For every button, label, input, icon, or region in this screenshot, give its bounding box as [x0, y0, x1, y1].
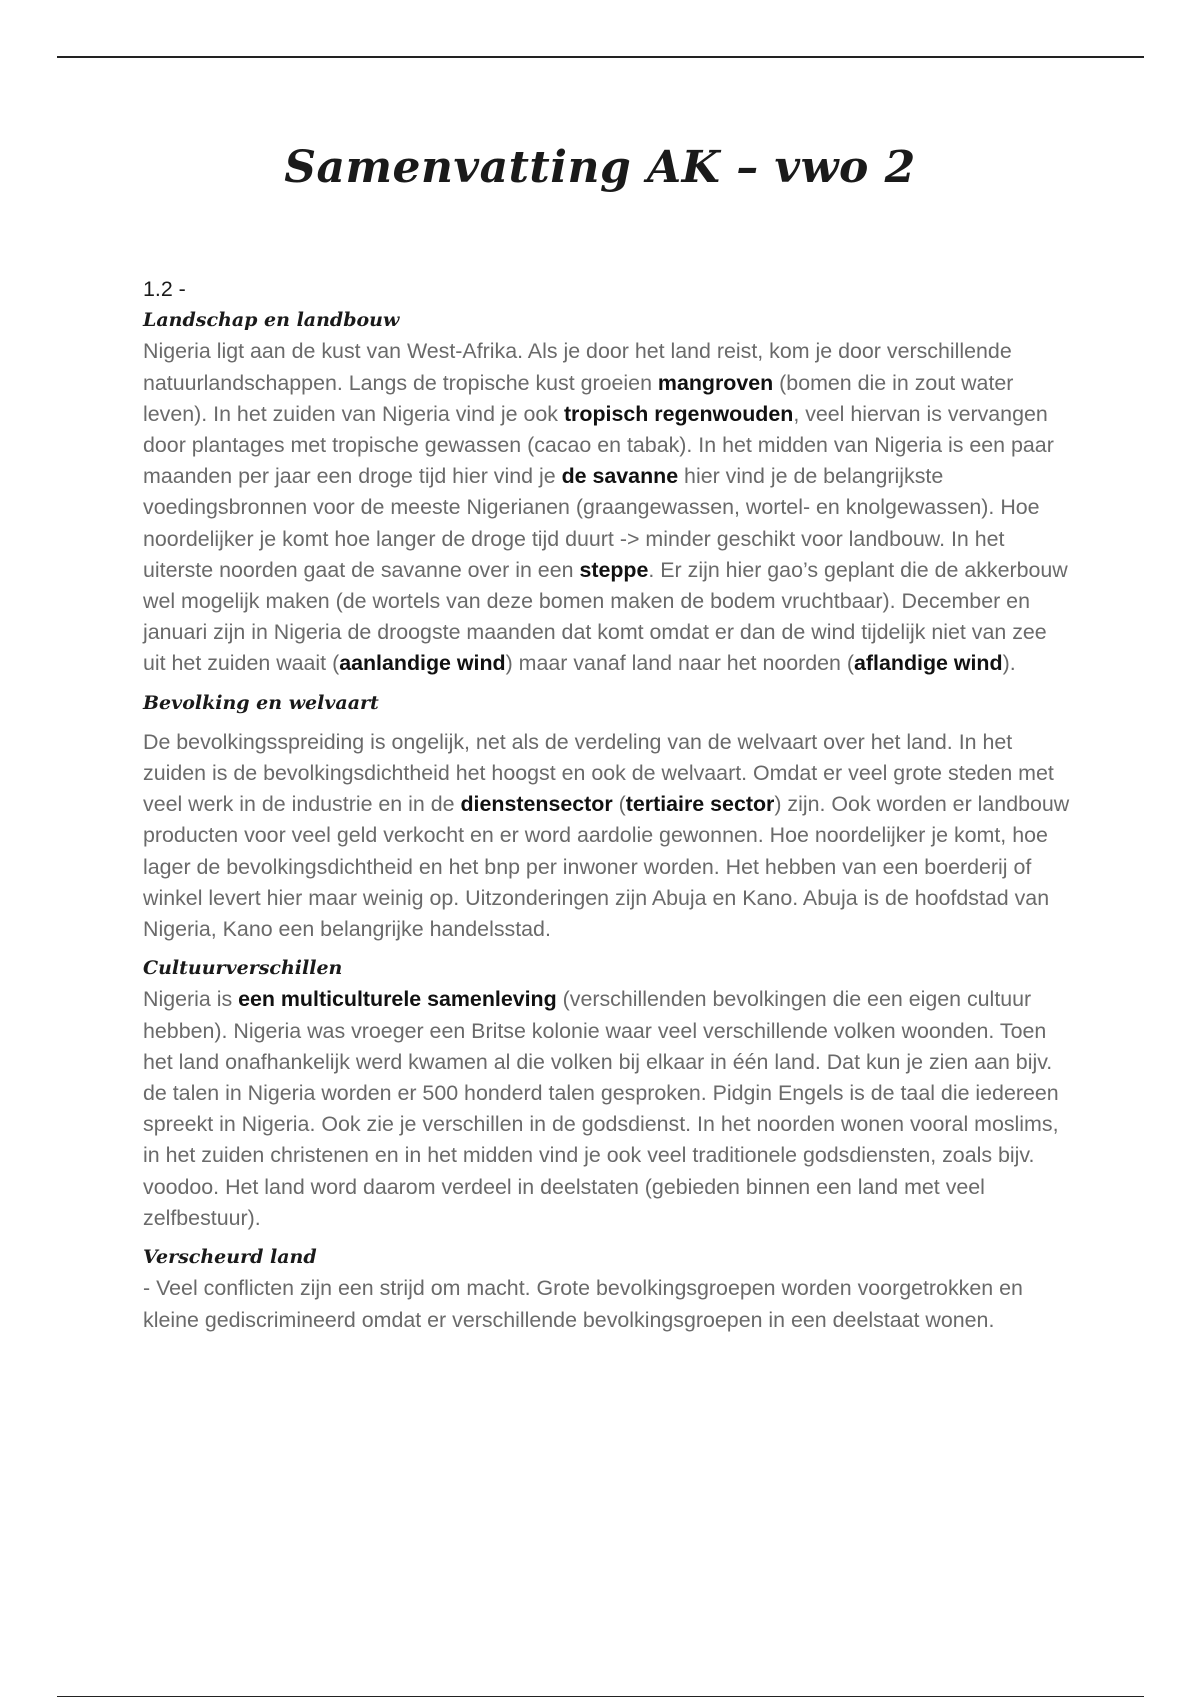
key-term: tropisch regenwouden [563, 401, 794, 426]
document-body [143, 274, 1073, 1336]
heading-landschap-en-landbouw: Landschap en landbouw [143, 309, 400, 332]
key-term: een multiculturele samenleving [238, 987, 557, 1012]
key-term: mangroven [657, 370, 774, 395]
key-term: dienstensector [460, 792, 613, 817]
header-rule [57, 56, 1144, 58]
key-term: aanlandige wind [339, 651, 506, 676]
paragraph-verscheurd: - Veel conflicten zijn een strijd om macht. Grote bevolkingsgroepen worden voorgetrokken en kleine gediscrimineerd omdat er verschillende bevolkingsgroepen in een deelstaat wonen. [143, 1276, 1023, 1332]
paragraph-cultuur: Nigeria is een multiculturele samenleving (verschillenden bevolkingen die een eigen cultuur hebben). Nigeria was vroeger een Britse kolonie waar veel verschillende volken woonden. Toen het land onafhankelijk werd kwamen al die volken bij elkaar in één land. Dat kun je zien aan bijv. de talen in Nigeria worden er 500 honderd talen gesproken. Pidgin Engels is de taal die iedereen spreekt in Nigeria. Ook zie je verschillen in de godsdienst. In het noorden wonen vooral moslims, in het zuiden christenen en in het midden vind je ook veel traditionele godsdiensten, zoals bijv. voodoo. Het land word daarom verdeel in deelstaten (gebieden binnen een land met veel zelfbestuur). [143, 987, 1059, 1230]
key-term: tertiaire sector [625, 792, 775, 817]
section-number: 1.2 - [143, 277, 186, 301]
paragraph-bevolking: De bevolkingsspreiding is ongelijk, net als de verdeling van de welvaart over het land. In het zuiden is de bevolkingsdichtheid het hoogst en ook de welvaart. Omdat er veel grote steden met veel werk in de industrie en in de dienstensector (tertiaire sector) zijn. Ook worden er landbouw producten voor veel geld verkocht en er word aardolie gewonnen. Hoe noordelijker je komt, hoe lager de bevolkingsdichtheid en het bnp per inwoner worden. Het hebben van een boerderij of winkel levert hier maar weinig op. Uitzonderingen zijn Abuja en Kano. Abuja is de hoofdstad van Nigeria, Kano een belangrijke handelsstad. [143, 729, 1070, 942]
document-title: Samenvatting AK – vwo 2 [284, 142, 916, 193]
heading-bevolking-en-welvaart: Bevolking en welvaart [143, 691, 379, 714]
key-term: de savanne [561, 464, 679, 489]
key-term: steppe [579, 557, 649, 582]
heading-cultuurverschillen: Cultuurverschillen [143, 957, 343, 980]
heading-verscheurd-land: Verscheurd land [143, 1246, 317, 1269]
key-term: aflandige wind [854, 651, 1003, 676]
paragraph-landschap: Nigeria ligt aan de kust van West-Afrika. Als je door het land reist, kom je door verschillende natuurlandschappen. Langs de tropische kust groeien mangroven (bomen die in zout water leven). In het zuiden van Nigeria vind je ook tropisch regenwouden, veel hiervan is vervangen door plantages met tropische gewassen (cacao en tabak). In het midden van Nigeria is een paar maanden per jaar een droge tijd hier vind je de savanne hier vind je de belangrijkste voedingsbronnen voor de meeste Nigerianen (graangewassen, wortel- en knolgewassen). Hoe noordelijker je komt hoe langer de droge tijd duurt -> minder geschikt voor landbouw. In het uiterste noorden gaat de savanne over in een steppe. Er zijn hier gao’s geplant die de akkerbouw wel mogelijk maken (de wortels van deze bomen maken de bodem vruchtbaar). December en januari zijn in Nigeria de droogste maanden dat komt omdat er dan de wind tijdelijk niet van zee uit het zuiden waait (aanlandige wind) maar vanaf land naar het noorden (aflandige wind). [143, 339, 1068, 676]
footer-rule [57, 1696, 1144, 1697]
